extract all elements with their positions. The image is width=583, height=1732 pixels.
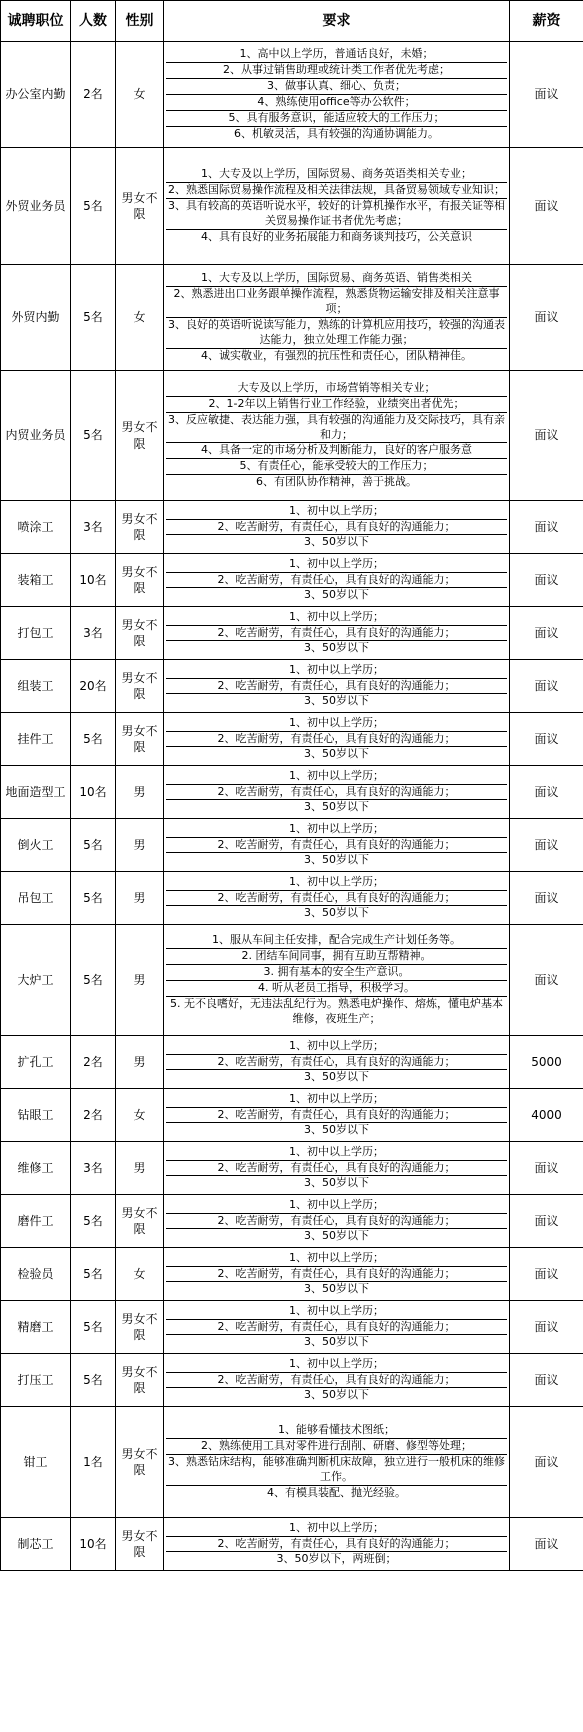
- requirement-line: 3、50岁以下: [166, 640, 507, 656]
- requirements-list: [166, 663, 507, 710]
- count-cell: 5名: [71, 1301, 116, 1354]
- position-cell: 磨件工: [1, 1195, 71, 1248]
- table-row: [1, 1142, 583, 1195]
- requirements-cell: [164, 1354, 510, 1407]
- requirement-line: 1、初中以上学历；: [289, 768, 384, 782]
- requirements-list: [166, 1251, 507, 1298]
- requirement-line: 1、初中以上学历；: [289, 609, 384, 623]
- requirement-line: 2、吃苦耐劳，有责任心，具有良好的沟通能力；: [166, 837, 507, 853]
- count-cell: 10名: [71, 766, 116, 819]
- requirements-cell: [164, 1142, 510, 1195]
- gender-cell: 男: [116, 1036, 164, 1089]
- count-cell: 20名: [71, 660, 116, 713]
- requirements-cell: [164, 766, 510, 819]
- position-cell: 精磨工: [1, 1301, 71, 1354]
- requirement-line: 3、50岁以下: [166, 1069, 507, 1085]
- position-cell: 挂件工: [1, 713, 71, 766]
- gender-cell: 男: [116, 925, 164, 1036]
- requirements-cell: [164, 1248, 510, 1301]
- count-cell: 5名: [71, 148, 116, 265]
- requirement-line: 5、具有服务意识，能适应较大的工作压力；: [166, 110, 507, 126]
- requirement-line: 3. 拥有基本的安全生产意识。: [166, 964, 507, 980]
- requirement-line: 5、有责任心，能承受较大的工作压力；: [166, 458, 507, 474]
- requirement-line: 2、吃苦耐劳，有责任心，具有良好的沟通能力；: [166, 1319, 507, 1335]
- header-position: 诚聘职位: [1, 1, 71, 42]
- gender-cell: 男女不限: [116, 1195, 164, 1248]
- requirements-list: [166, 716, 507, 763]
- table-row: [1, 713, 583, 766]
- requirements-list: [166, 381, 507, 490]
- requirement-line: 3、50岁以下: [166, 852, 507, 868]
- table-row: [1, 501, 583, 554]
- count-cell: 3名: [71, 607, 116, 660]
- position-cell: 内贸业务员: [1, 371, 71, 501]
- table-row: [1, 371, 583, 501]
- requirement-line: 3、50岁以下: [166, 534, 507, 550]
- count-cell: 2名: [71, 42, 116, 148]
- salary-cell: 面议: [510, 554, 583, 607]
- table-row: [1, 148, 583, 265]
- position-cell: 组装工: [1, 660, 71, 713]
- count-cell: 5名: [71, 1248, 116, 1301]
- requirement-line: 4、熟练使用office等办公软件；: [166, 94, 507, 110]
- salary-cell: 面议: [510, 925, 583, 1036]
- count-cell: 10名: [71, 554, 116, 607]
- count-cell: 3名: [71, 501, 116, 554]
- gender-cell: 男女不限: [116, 1518, 164, 1571]
- requirement-line: 1、初中以上学历；: [289, 1303, 384, 1317]
- requirement-line: 1、初中以上学历；: [289, 662, 384, 676]
- requirements-list: [166, 875, 507, 922]
- requirement-line: 3、50岁以下: [166, 1281, 507, 1297]
- requirements-list: [166, 1423, 507, 1500]
- salary-cell: 面议: [510, 501, 583, 554]
- position-cell: 打压工: [1, 1354, 71, 1407]
- requirement-line: 3、50岁以下: [166, 1175, 507, 1191]
- count-cell: 1名: [71, 1407, 116, 1518]
- requirement-line: 3、50岁以下，两班倒；: [166, 1551, 507, 1567]
- requirements-list: [166, 1521, 507, 1568]
- requirement-line: 2、吃苦耐劳，有责任心，具有良好的沟通能力；: [166, 678, 507, 694]
- requirements-cell: [164, 1301, 510, 1354]
- salary-cell: 面议: [510, 1354, 583, 1407]
- requirement-line: 1、服从车间主任安排，配合完成生产计划任务等。: [212, 933, 461, 947]
- requirement-line: 2、吃苦耐劳，有责任心，具有良好的沟通能力；: [166, 1536, 507, 1552]
- requirement-line: 2、1-2年以上销售行业工作经验，业绩突出者优先；: [166, 396, 507, 412]
- requirements-list: [166, 1039, 507, 1086]
- header-salary: 薪资: [510, 1, 583, 42]
- requirement-line: 4、具备一定的市场分析及判断能力，良好的客户服务意: [166, 442, 507, 458]
- salary-cell: 面议: [510, 371, 583, 501]
- requirement-line: 1、初中以上学历；: [289, 1197, 384, 1211]
- count-cell: 3名: [71, 1142, 116, 1195]
- requirement-line: 2、吃苦耐劳，有责任心，具有良好的沟通能力；: [166, 890, 507, 906]
- salary-cell: 面议: [510, 607, 583, 660]
- position-cell: 装箱工: [1, 554, 71, 607]
- requirement-line: 3、50岁以下: [166, 799, 507, 815]
- requirement-line: 1、高中以上学历，普通话良好，未婚；: [239, 47, 434, 61]
- requirements-cell: [164, 371, 510, 501]
- table-row: [1, 819, 583, 872]
- gender-cell: 女: [116, 42, 164, 148]
- salary-cell: 4000: [510, 1089, 583, 1142]
- requirement-line: 4. 听从老员工指导，积极学习。: [166, 980, 507, 996]
- table-row: [1, 1248, 583, 1301]
- position-cell: 外贸内勤: [1, 265, 71, 371]
- requirement-line: 1、初中以上学历；: [289, 1091, 384, 1105]
- requirement-line: 2、吃苦耐劳，有责任心，具有良好的沟通能力；: [166, 1107, 507, 1123]
- table-row: [1, 1036, 583, 1089]
- requirement-line: 3、50岁以下: [166, 1228, 507, 1244]
- requirement-line: 2、吃苦耐劳，有责任心，具有良好的沟通能力；: [166, 1213, 507, 1229]
- requirements-cell: [164, 501, 510, 554]
- requirements-list: [166, 769, 507, 816]
- position-cell: 钳工: [1, 1407, 71, 1518]
- requirement-line: 3、50岁以下: [166, 693, 507, 709]
- gender-cell: 男: [116, 872, 164, 925]
- requirements-cell: [164, 872, 510, 925]
- requirements-list: [166, 271, 507, 363]
- table-row: [1, 872, 583, 925]
- position-cell: 钻眼工: [1, 1089, 71, 1142]
- position-cell: 大炉工: [1, 925, 71, 1036]
- position-cell: 外贸业务员: [1, 148, 71, 265]
- requirement-line: 1、初中以上学历；: [289, 1520, 384, 1534]
- requirement-line: 3、熟悉钻床结构，能够准确判断机床故障，独立进行一般机床的维修工作。: [168, 1455, 505, 1483]
- salary-cell: 面议: [510, 42, 583, 148]
- requirement-line: 2、吃苦耐劳，有责任心，具有良好的沟通能力；: [166, 1372, 507, 1388]
- requirement-line: 3、50岁以下: [166, 746, 507, 762]
- requirement-line: 5. 无不良嗜好，无违法乱纪行为。熟悉电炉操作、熔炼，懂电炉基本维修，夜班生产；: [166, 996, 507, 1027]
- salary-cell: 面议: [510, 819, 583, 872]
- position-cell: 喷涂工: [1, 501, 71, 554]
- count-cell: 2名: [71, 1036, 116, 1089]
- requirements-list: [166, 1145, 507, 1192]
- gender-cell: 男: [116, 1142, 164, 1195]
- requirement-line: 2. 团结车间同事，拥有互助互帮精神。: [166, 948, 507, 964]
- table-row: [1, 554, 583, 607]
- requirement-line: 1、大专及以上学历，国际贸易、商务英语、销售类相关: [201, 271, 472, 285]
- salary-cell: 5000: [510, 1036, 583, 1089]
- gender-cell: 男女不限: [116, 554, 164, 607]
- salary-cell: 面议: [510, 1518, 583, 1571]
- table-row: [1, 1301, 583, 1354]
- count-cell: 5名: [71, 713, 116, 766]
- count-cell: 5名: [71, 1354, 116, 1407]
- requirement-line: 3、良好的英语听说读写能力，熟练的计算机应用技巧，较强的沟通表达能力，独立处理工作能力强；: [168, 318, 505, 346]
- position-cell: 倒火工: [1, 819, 71, 872]
- table-body: [1, 42, 583, 1571]
- salary-cell: 面议: [510, 713, 583, 766]
- requirement-line: 2、从事过销售助理或统计类工作者优先考虑；: [166, 62, 507, 78]
- position-cell: 吊包工: [1, 872, 71, 925]
- requirement-line: 2、吃苦耐劳，有责任心，具有良好的沟通能力；: [166, 1054, 507, 1070]
- table-row: [1, 1195, 583, 1248]
- requirement-line: 6、有团队协作精神，善于挑战。: [166, 474, 507, 490]
- count-cell: 5名: [71, 819, 116, 872]
- requirements-cell: [164, 1195, 510, 1248]
- requirement-line: 3、做事认真、细心、负责；: [166, 78, 507, 94]
- requirement-line: 4、诚实敬业，有强烈的抗压性和责任心，团队精神佳。: [166, 348, 507, 364]
- requirements-cell: [164, 1089, 510, 1142]
- requirement-line: 3、50岁以下: [166, 1387, 507, 1403]
- requirement-line: 1、初中以上学历；: [289, 715, 384, 729]
- requirements-cell: [164, 1407, 510, 1518]
- salary-cell: 面议: [510, 660, 583, 713]
- count-cell: 5名: [71, 265, 116, 371]
- requirements-cell: [164, 713, 510, 766]
- table-row: [1, 42, 583, 148]
- salary-cell: 面议: [510, 766, 583, 819]
- gender-cell: 男女不限: [116, 713, 164, 766]
- count-cell: 5名: [71, 1195, 116, 1248]
- gender-cell: 男女不限: [116, 1407, 164, 1518]
- salary-cell: 面议: [510, 1248, 583, 1301]
- table-row: [1, 607, 583, 660]
- requirement-line: 3、50岁以下: [166, 1334, 507, 1350]
- salary-cell: 面议: [510, 1195, 583, 1248]
- requirement-line: 大专及以上学历，市场营销等相关专业；: [237, 381, 436, 395]
- requirements-cell: [164, 660, 510, 713]
- requirement-line: 2、吃苦耐劳，有责任心，具有良好的沟通能力；: [166, 731, 507, 747]
- requirements-cell: [164, 554, 510, 607]
- requirements-list: [166, 1198, 507, 1245]
- table-row: [1, 1407, 583, 1518]
- table-row: [1, 265, 583, 371]
- requirement-line: 2、吃苦耐劳，有责任心，具有良好的沟通能力；: [166, 1160, 507, 1176]
- gender-cell: 男: [116, 819, 164, 872]
- position-cell: 检验员: [1, 1248, 71, 1301]
- requirement-line: 2、吃苦耐劳，有责任心，具有良好的沟通能力；: [166, 519, 507, 535]
- count-cell: 5名: [71, 925, 116, 1036]
- requirement-line: 2、熟悉进出口业务跟单操作流程，熟悉货物运输安排及相关注意事项；: [166, 286, 507, 317]
- gender-cell: 男女不限: [116, 1301, 164, 1354]
- gender-cell: 男女不限: [116, 607, 164, 660]
- requirements-list: [166, 1357, 507, 1404]
- requirement-line: 2、熟悉国际贸易操作流程及相关法律法规，具备贸易领域专业知识；: [168, 183, 505, 197]
- requirement-line: 1、初中以上学历；: [289, 556, 384, 570]
- requirements-list: [166, 822, 507, 869]
- requirement-line: 1、初中以上学历；: [289, 503, 384, 517]
- table-row: [1, 660, 583, 713]
- salary-cell: 面议: [510, 1301, 583, 1354]
- requirement-line: 3、50岁以下: [166, 1122, 507, 1138]
- header-row: [1, 1, 583, 42]
- requirements-list: [166, 167, 507, 244]
- gender-cell: 女: [116, 265, 164, 371]
- gender-cell: 女: [116, 1248, 164, 1301]
- salary-cell: 面议: [510, 1407, 583, 1518]
- requirements-list: [166, 1304, 507, 1351]
- requirements-cell: [164, 1036, 510, 1089]
- header-count: 人数: [71, 1, 116, 42]
- requirements-cell: [164, 925, 510, 1036]
- gender-cell: 男女不限: [116, 1354, 164, 1407]
- requirement-line: 1、初中以上学历；: [289, 821, 384, 835]
- requirements-list: [166, 933, 507, 1026]
- requirement-line: 1、大专及以上学历，国际贸易、商务英语类相关专业；: [201, 167, 472, 181]
- position-cell: 扩孔工: [1, 1036, 71, 1089]
- position-cell: 打包工: [1, 607, 71, 660]
- requirement-line: 4、具有良好的业务拓展能力和商务谈判技巧，公关意识: [166, 229, 507, 245]
- count-cell: 5名: [71, 872, 116, 925]
- requirements-cell: [164, 42, 510, 148]
- gender-cell: 男女不限: [116, 501, 164, 554]
- requirement-line: 1、能够看懂技术图纸；: [278, 1423, 395, 1437]
- requirements-cell: [164, 1518, 510, 1571]
- requirement-line: 3、50岁以下: [166, 905, 507, 921]
- requirement-line: 6、机敏灵活，具有较强的沟通协调能力。: [166, 126, 507, 142]
- position-cell: 维修工: [1, 1142, 71, 1195]
- requirement-line: 2、熟练使用工具对零件进行刮削、研磨、修型等处理；: [166, 1438, 507, 1454]
- gender-cell: 男女不限: [116, 660, 164, 713]
- table-row: [1, 766, 583, 819]
- requirements-cell: [164, 265, 510, 371]
- requirements-list: [166, 47, 507, 141]
- table-row: [1, 1518, 583, 1571]
- requirement-line: 4、有模具装配、抛光经验。: [166, 1485, 507, 1501]
- header-requirements: 要求: [164, 1, 510, 42]
- requirement-line: 2、吃苦耐劳，有责任心，具有良好的沟通能力；: [166, 784, 507, 800]
- count-cell: 5名: [71, 371, 116, 501]
- requirements-cell: [164, 148, 510, 265]
- count-cell: 10名: [71, 1518, 116, 1571]
- count-cell: 2名: [71, 1089, 116, 1142]
- requirement-line: 1、初中以上学历；: [289, 1038, 384, 1052]
- requirement-line: 3、反应敏捷、表达能力强，具有较强的沟通能力及交际技巧，具有亲和力；: [168, 412, 505, 441]
- table-row: [1, 1354, 583, 1407]
- table-row: [1, 925, 583, 1036]
- requirement-line: 2、吃苦耐劳，有责任心，具有良好的沟通能力；: [166, 625, 507, 641]
- salary-cell: 面议: [510, 148, 583, 265]
- requirement-line: 1、初中以上学历；: [289, 874, 384, 888]
- position-cell: 制芯工: [1, 1518, 71, 1571]
- gender-cell: 女: [116, 1089, 164, 1142]
- gender-cell: 男: [116, 766, 164, 819]
- requirement-line: 2、吃苦耐劳，有责任心，具有良好的沟通能力；: [166, 572, 507, 588]
- salary-cell: 面议: [510, 1142, 583, 1195]
- gender-cell: 男女不限: [116, 371, 164, 501]
- requirement-line: 2、吃苦耐劳，有责任心，具有良好的沟通能力；: [166, 1266, 507, 1282]
- requirement-line: 1、初中以上学历；: [289, 1144, 384, 1158]
- gender-cell: 男女不限: [116, 148, 164, 265]
- requirement-line: 1、初中以上学历；: [289, 1356, 384, 1370]
- requirements-list: [166, 1092, 507, 1139]
- requirement-line: 3、具有较高的英语听说水平，较好的计算机操作水平，有报关证等相关贸易操作证书者优先考虑；: [168, 199, 505, 227]
- requirements-cell: [164, 819, 510, 872]
- requirements-cell: [164, 607, 510, 660]
- requirement-line: 1、初中以上学历；: [289, 1250, 384, 1264]
- requirements-list: [166, 557, 507, 604]
- salary-cell: 面议: [510, 872, 583, 925]
- requirements-list: [166, 504, 507, 551]
- position-cell: 办公室内勤: [1, 42, 71, 148]
- requirements-list: [166, 610, 507, 657]
- requirement-line: 3、50岁以下: [166, 587, 507, 603]
- header-gender: 性别: [116, 1, 164, 42]
- table-row: [1, 1089, 583, 1142]
- salary-cell: 面议: [510, 265, 583, 371]
- position-cell: 地面造型工: [1, 766, 71, 819]
